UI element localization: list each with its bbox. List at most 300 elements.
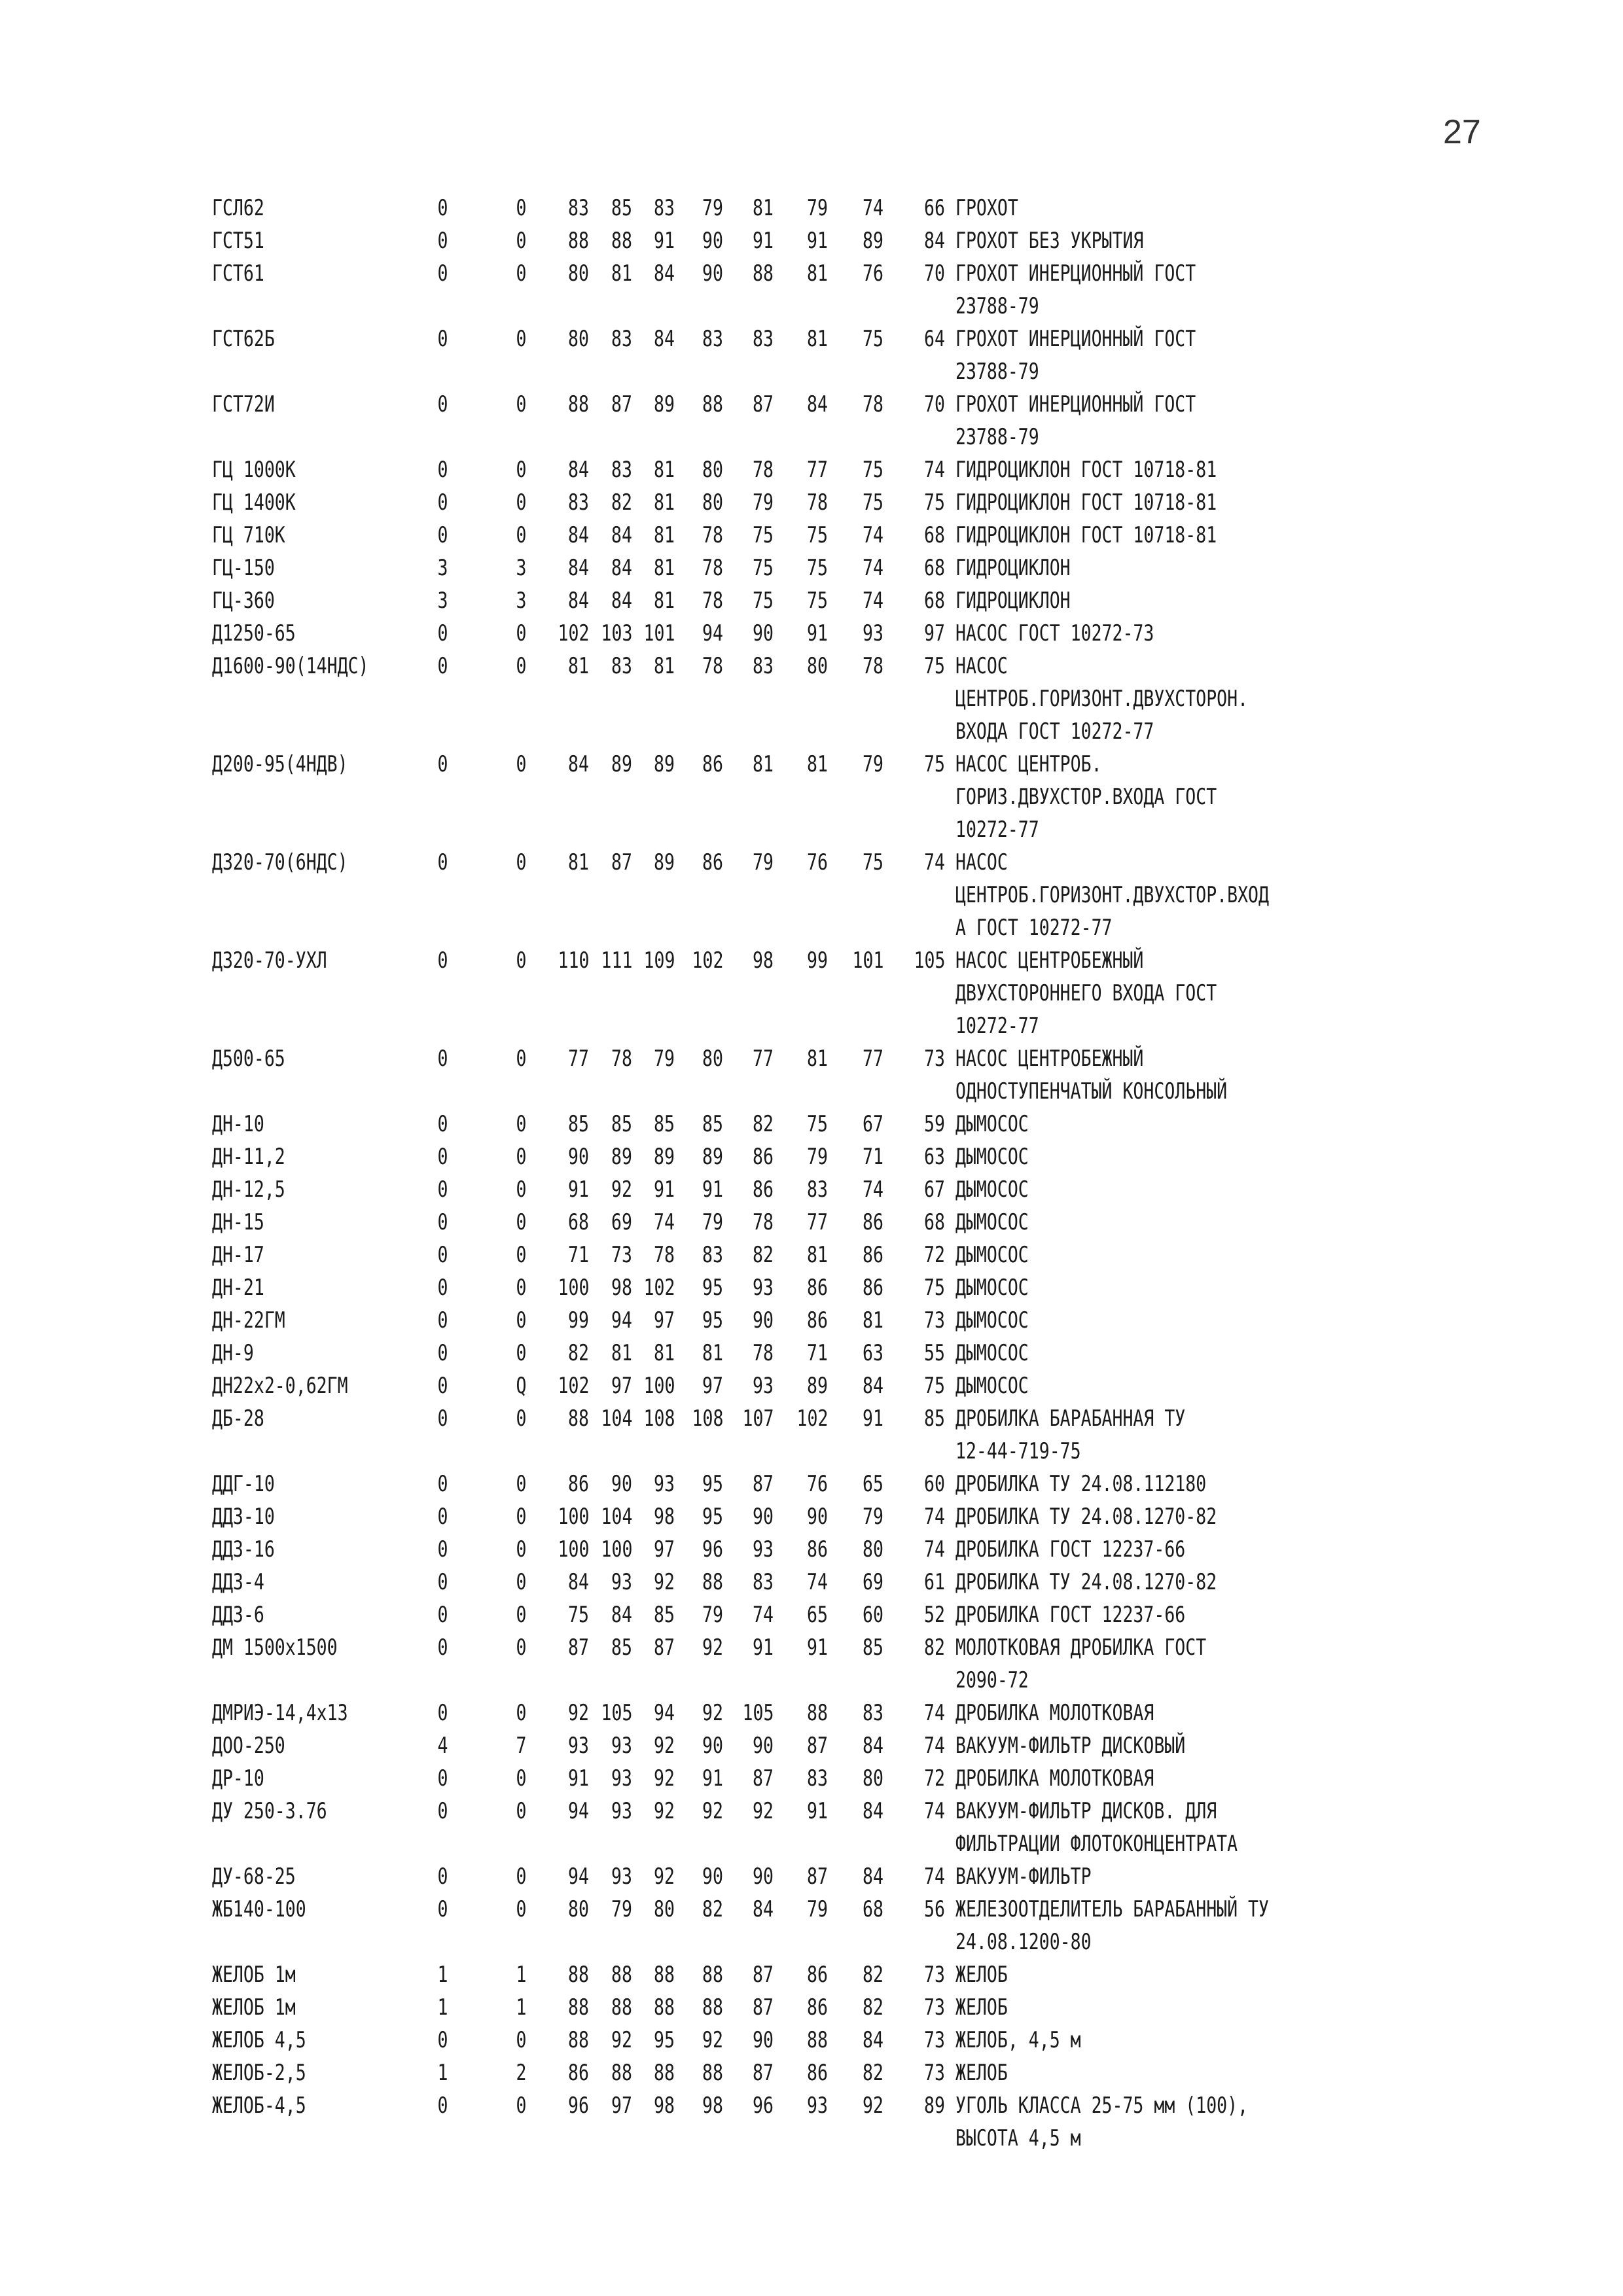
equipment-code: ДДЗ-6: [212, 1602, 264, 1628]
table-row: [0, 1598, 1623, 1631]
value-cell-7: 90: [753, 1733, 774, 1759]
description-line: ДЫМОСОС: [955, 1275, 1029, 1301]
value-cell-3: 85: [568, 1111, 589, 1137]
description-line: ДЫМОСОС: [955, 1373, 1029, 1399]
value-cell-3: 83: [568, 489, 589, 516]
value-cell-2: 0: [516, 1798, 526, 1824]
table-row: [0, 2057, 1623, 2089]
value-cell-2: 3: [516, 588, 526, 614]
equipment-description: [955, 552, 1103, 584]
value-cell-3: 91: [568, 1765, 589, 1792]
table-row: [0, 748, 1623, 846]
value-cell-6: 89: [702, 1144, 723, 1170]
value-cell-3: 100: [558, 1275, 589, 1301]
value-cell-10: 74: [924, 1863, 945, 1890]
value-cell-9: 86: [863, 1209, 883, 1235]
value-cell-6: 95: [702, 1275, 723, 1301]
value-cell-4: 88: [611, 1962, 632, 1988]
value-cell-5: 93: [654, 1471, 675, 1497]
value-cell-9: 91: [863, 1405, 883, 1432]
value-cell-9: 79: [863, 751, 883, 777]
value-cell-8: 76: [807, 849, 828, 875]
value-cell-3: 93: [568, 1733, 589, 1759]
value-cell-10: 68: [924, 1209, 945, 1235]
value-cell-7: 84: [753, 1896, 774, 1922]
value-cell-2: 0: [516, 1863, 526, 1890]
value-cell-3: 88: [568, 228, 589, 254]
value-cell-2: 0: [516, 457, 526, 483]
equipment-description: [955, 1402, 1250, 1468]
value-cell-8: 75: [807, 588, 828, 614]
value-cell-1: 0: [437, 1176, 448, 1203]
value-cell-2: 0: [516, 653, 526, 679]
value-cell-1: 3: [437, 555, 448, 581]
table-row: [0, 1533, 1623, 1566]
table-row: [0, 224, 1623, 257]
description-line: ДЫМОСОС: [955, 1242, 1029, 1268]
value-cell-10: 73: [924, 1962, 945, 1988]
value-cell-7: 87: [753, 1962, 774, 1988]
value-cell-3: 84: [568, 555, 589, 581]
value-cell-6: 95: [702, 1471, 723, 1497]
description-line: ДРОБИЛКА ТУ 24.08.112180: [955, 1471, 1207, 1497]
equipment-description: [955, 1631, 1277, 1697]
equipment-code: ДДЗ-16: [212, 1536, 275, 1563]
table-row: [0, 1697, 1623, 1729]
value-cell-7: 87: [753, 2060, 774, 2086]
value-cell-3: 84: [568, 1569, 589, 1595]
value-cell-4: 87: [611, 849, 632, 875]
value-cell-3: 102: [558, 620, 589, 646]
value-cell-1: 0: [437, 751, 448, 777]
equipment-code: ДН-11,2: [212, 1144, 285, 1170]
value-cell-1: 0: [437, 195, 448, 221]
value-cell-7: 90: [753, 1307, 774, 1333]
value-cell-3: 110: [558, 947, 589, 974]
description-line: ЦЕНТРОБ.ГОРИЗОНТ.ДВУХСТОРОН.: [955, 686, 1249, 712]
equipment-code: ДН-21: [212, 1275, 264, 1301]
value-cell-5: 92: [654, 1798, 675, 1824]
value-cell-2: 2: [516, 2060, 526, 2086]
value-cell-6: 90: [702, 228, 723, 254]
description-line: ФИЛЬТРАЦИИ ФЛОТОКОНЦЕНТРАТА: [955, 1831, 1238, 1857]
value-cell-2: 1: [516, 1962, 526, 1988]
value-cell-6: 91: [702, 1176, 723, 1203]
table-row: [0, 486, 1623, 519]
value-cell-4: 81: [611, 1340, 632, 1366]
description-line: ВЫСОТА 4,5 м: [955, 2125, 1081, 2151]
value-cell-5: 102: [643, 1275, 675, 1301]
value-cell-8: 91: [807, 620, 828, 646]
value-cell-2: 0: [516, 228, 526, 254]
equipment-code: ГСЛ62: [212, 195, 264, 221]
description-line: 24.08.1200-80: [955, 1929, 1092, 1955]
equipment-description: [955, 1042, 1304, 1108]
value-cell-8: 76: [807, 1471, 828, 1497]
value-cell-3: 86: [568, 1471, 589, 1497]
value-cell-2: 0: [516, 326, 526, 352]
value-cell-7: 82: [753, 1111, 774, 1137]
description-line: ГИДРОЦИКЛОН ГОСТ 10718-81: [955, 457, 1217, 483]
value-cell-7: 107: [742, 1405, 774, 1432]
description-line: ОДНОСТУПЕНЧАТЫЙ КОНСОЛЬНЫЙ: [955, 1078, 1228, 1104]
value-cell-3: 68: [568, 1209, 589, 1235]
value-cell-4: 85: [611, 1634, 632, 1661]
description-line: А ГОСТ 10272-77: [955, 915, 1113, 941]
value-cell-6: 88: [702, 2060, 723, 2086]
value-cell-3: 80: [568, 326, 589, 352]
value-cell-4: 93: [611, 1798, 632, 1824]
value-cell-9: 85: [863, 1634, 883, 1661]
value-cell-8: 65: [807, 1602, 828, 1628]
value-cell-3: 71: [568, 1242, 589, 1268]
equipment-description: [955, 1140, 1049, 1173]
equipment-code: ДУ-68-25: [212, 1863, 296, 1890]
description-line: 2090-72: [955, 1667, 1029, 1693]
table-row: [0, 944, 1623, 1042]
value-cell-10: 59: [924, 1111, 945, 1137]
value-cell-9: 92: [863, 2093, 883, 2119]
value-cell-8: 81: [807, 1046, 828, 1072]
value-cell-7: 91: [753, 1634, 774, 1661]
description-line: 23788-79: [955, 359, 1039, 385]
value-cell-10: 61: [924, 1569, 945, 1595]
value-cell-2: 0: [516, 1765, 526, 1792]
table-row: [0, 2024, 1623, 2057]
equipment-description: [955, 323, 1264, 388]
table-row: [0, 1500, 1623, 1533]
value-cell-2: 0: [516, 1340, 526, 1366]
value-cell-2: Q: [516, 1373, 526, 1399]
value-cell-8: 83: [807, 1176, 828, 1203]
value-cell-5: 81: [654, 522, 675, 548]
equipment-description: [955, 1893, 1357, 1958]
table-row: [0, 1762, 1623, 1795]
value-cell-9: 75: [863, 489, 883, 516]
value-cell-4: 105: [601, 1700, 632, 1726]
value-cell-7: 98: [753, 947, 774, 974]
value-cell-8: 90: [807, 1504, 828, 1530]
equipment-code: ДДЗ-4: [212, 1569, 264, 1595]
value-cell-7: 83: [753, 326, 774, 352]
value-cell-4: 94: [611, 1307, 632, 1333]
value-cell-10: 74: [924, 1504, 945, 1530]
value-cell-4: 78: [611, 1046, 632, 1072]
equipment-description: [955, 584, 1103, 617]
value-cell-1: 0: [437, 1700, 448, 1726]
value-cell-7: 86: [753, 1176, 774, 1203]
value-cell-3: 88: [568, 1405, 589, 1432]
value-cell-7: 81: [753, 751, 774, 777]
value-cell-1: 0: [437, 2093, 448, 2119]
value-cell-2: 0: [516, 2093, 526, 2119]
value-cell-6: 83: [702, 1242, 723, 1268]
value-cell-5: 92: [654, 1733, 675, 1759]
equipment-code: ЖЕЛОБ 4,5: [212, 2027, 306, 2053]
value-cell-10: 73: [924, 2027, 945, 2053]
value-cell-5: 101: [643, 620, 675, 646]
value-cell-1: 0: [437, 2027, 448, 2053]
table-row: [0, 1173, 1623, 1206]
equipment-description: [955, 1598, 1250, 1631]
description-line: НАСОС ГОСТ 10272-73: [955, 620, 1154, 646]
value-cell-8: 87: [807, 1733, 828, 1759]
table-row: [0, 1795, 1623, 1860]
value-cell-4: 93: [611, 1569, 632, 1595]
value-cell-1: 0: [437, 457, 448, 483]
value-cell-5: 92: [654, 1569, 675, 1595]
value-cell-4: 97: [611, 2093, 632, 2119]
value-cell-4: 97: [611, 1373, 632, 1399]
value-cell-9: 78: [863, 391, 883, 417]
value-cell-4: 85: [611, 195, 632, 221]
description-line: ДЫМОСОС: [955, 1209, 1029, 1235]
value-cell-3: 81: [568, 653, 589, 679]
value-cell-4: 87: [611, 391, 632, 417]
table-row: [0, 1991, 1623, 2024]
value-cell-4: 84: [611, 555, 632, 581]
value-cell-1: 0: [437, 228, 448, 254]
value-cell-9: 74: [863, 555, 883, 581]
value-cell-10: 75: [924, 653, 945, 679]
value-cell-2: 7: [516, 1733, 526, 1759]
value-cell-1: 0: [437, 620, 448, 646]
value-cell-1: 4: [437, 1733, 448, 1759]
value-cell-2: 0: [516, 620, 526, 646]
value-cell-1: 0: [437, 1209, 448, 1235]
value-cell-9: 84: [863, 1798, 883, 1824]
value-cell-6: 98: [702, 2093, 723, 2119]
value-cell-9: 86: [863, 1275, 883, 1301]
equipment-description: [955, 1173, 1049, 1206]
value-cell-1: 1: [437, 1994, 448, 2021]
description-line: ЦЕНТРОБ.ГОРИЗОНТ.ДВУХСТОР.ВХОД: [955, 882, 1269, 908]
value-cell-6: 92: [702, 2027, 723, 2053]
equipment-code: ДБ-28: [212, 1405, 264, 1432]
value-cell-2: 0: [516, 1405, 526, 1432]
value-cell-4: 88: [611, 2060, 632, 2086]
value-cell-1: 3: [437, 588, 448, 614]
value-cell-7: 93: [753, 1373, 774, 1399]
value-cell-7: 92: [753, 1798, 774, 1824]
value-cell-8: 88: [807, 1700, 828, 1726]
value-cell-10: 85: [924, 1405, 945, 1432]
value-cell-2: 0: [516, 391, 526, 417]
value-cell-8: 80: [807, 653, 828, 679]
equipment-code: ДН22х2-0,62ГМ: [212, 1373, 348, 1399]
description-line: УГОЛЬ КЛАССА 25-75 мм (100),: [955, 2093, 1249, 2119]
description-line: ДЫМОСОС: [955, 1340, 1029, 1366]
value-cell-3: 88: [568, 391, 589, 417]
page-number: 27: [1443, 113, 1481, 151]
value-cell-9: 81: [863, 1307, 883, 1333]
value-cell-1: 0: [437, 1504, 448, 1530]
value-cell-2: 0: [516, 1634, 526, 1661]
value-cell-7: 77: [753, 1046, 774, 1072]
value-cell-1: 0: [437, 1275, 448, 1301]
equipment-code: Д200-95(4НДВ): [212, 751, 348, 777]
description-line: ВАКУУМ-ФИЛЬТР ДИСКОВЫЙ: [955, 1733, 1186, 1759]
equipment-description: [955, 1566, 1291, 1598]
value-cell-8: 86: [807, 1994, 828, 2021]
value-cell-7: 83: [753, 1569, 774, 1595]
value-cell-2: 0: [516, 1700, 526, 1726]
value-cell-6: 91: [702, 1765, 723, 1792]
value-cell-8: 86: [807, 1962, 828, 1988]
value-cell-6: 90: [702, 1733, 723, 1759]
value-cell-4: 73: [611, 1242, 632, 1268]
value-cell-9: 76: [863, 260, 883, 287]
value-cell-6: 78: [702, 555, 723, 581]
value-cell-5: 88: [654, 1994, 675, 2021]
value-cell-9: 74: [863, 522, 883, 548]
value-cell-3: 87: [568, 1634, 589, 1661]
table-row: [0, 1729, 1623, 1762]
value-cell-4: 98: [611, 1275, 632, 1301]
value-cell-7: 90: [753, 2027, 774, 2053]
equipment-description: [955, 1468, 1277, 1500]
value-cell-8: 79: [807, 1896, 828, 1922]
value-cell-2: 0: [516, 1176, 526, 1203]
value-cell-6: 86: [702, 751, 723, 777]
value-cell-3: 88: [568, 1962, 589, 1988]
value-cell-10: 75: [924, 1275, 945, 1301]
equipment-description: [955, 1860, 1130, 1893]
value-cell-5: 78: [654, 1242, 675, 1268]
description-line: 12-44-719-75: [955, 1438, 1081, 1464]
description-line: ДРОБИЛКА БАРАБАННАЯ ТУ: [955, 1405, 1186, 1432]
value-cell-2: 0: [516, 2027, 526, 2053]
value-cell-6: 90: [702, 1863, 723, 1890]
value-cell-1: 0: [437, 1765, 448, 1792]
value-cell-5: 87: [654, 1634, 675, 1661]
value-cell-2: 0: [516, 1046, 526, 1072]
equipment-code: Д1250-65: [212, 620, 296, 646]
value-cell-2: 0: [516, 751, 526, 777]
value-cell-7: 90: [753, 1504, 774, 1530]
value-cell-10: 74: [924, 1733, 945, 1759]
value-cell-8: 91: [807, 228, 828, 254]
value-cell-4: 104: [601, 1504, 632, 1530]
value-cell-4: 93: [611, 1863, 632, 1890]
value-cell-8: 88: [807, 2027, 828, 2053]
equipment-description: [955, 1271, 1049, 1304]
value-cell-6: 81: [702, 1340, 723, 1366]
value-cell-8: 91: [807, 1634, 828, 1661]
value-cell-4: 88: [611, 228, 632, 254]
value-cell-1: 0: [437, 260, 448, 287]
value-cell-2: 0: [516, 1602, 526, 1628]
table-row: [0, 1042, 1623, 1108]
value-cell-10: 72: [924, 1765, 945, 1792]
table-row: [0, 552, 1623, 584]
table-row: [0, 1206, 1623, 1239]
value-cell-9: 84: [863, 1733, 883, 1759]
value-cell-9: 67: [863, 1111, 883, 1137]
description-line: 10272-77: [955, 1013, 1039, 1039]
value-cell-5: 84: [654, 326, 675, 352]
value-cell-7: 82: [753, 1242, 774, 1268]
value-cell-6: 88: [702, 391, 723, 417]
value-cell-10: 68: [924, 588, 945, 614]
value-cell-8: 91: [807, 1798, 828, 1824]
value-cell-10: 75: [924, 1373, 945, 1399]
description-line: НАСОС ЦЕНТРОБЕЖНЫЙ: [955, 947, 1144, 974]
value-cell-9: 75: [863, 457, 883, 483]
value-cell-8: 78: [807, 489, 828, 516]
value-cell-10: 70: [924, 391, 945, 417]
value-cell-5: 98: [654, 1504, 675, 1530]
value-cell-2: 0: [516, 1209, 526, 1235]
value-cell-7: 83: [753, 653, 774, 679]
value-cell-1: 0: [437, 653, 448, 679]
equipment-description: [955, 1337, 1049, 1369]
equipment-description: [955, 748, 1291, 846]
value-cell-10: 75: [924, 751, 945, 777]
value-cell-5: 81: [654, 555, 675, 581]
value-cell-9: 78: [863, 653, 883, 679]
value-cell-8: 81: [807, 260, 828, 287]
value-cell-10: 82: [924, 1634, 945, 1661]
description-line: ВХОДА ГОСТ 10272-77: [955, 718, 1154, 745]
value-cell-6: 92: [702, 1700, 723, 1726]
value-cell-6: 90: [702, 260, 723, 287]
value-cell-3: 96: [568, 2093, 589, 2119]
value-cell-8: 81: [807, 1242, 828, 1268]
value-cell-3: 100: [558, 1504, 589, 1530]
value-cell-6: 78: [702, 653, 723, 679]
value-cell-3: 91: [568, 1176, 589, 1203]
value-cell-6: 92: [702, 1634, 723, 1661]
value-cell-4: 85: [611, 1111, 632, 1137]
equipment-code: ЖЕЛОБ 1м: [212, 1994, 296, 2021]
value-cell-10: 73: [924, 1994, 945, 2021]
value-cell-10: 74: [924, 457, 945, 483]
value-cell-5: 85: [654, 1602, 675, 1628]
value-cell-9: 65: [863, 1471, 883, 1497]
equipment-description: [955, 192, 1036, 224]
value-cell-10: 105: [914, 947, 945, 974]
table-row: [0, 1304, 1623, 1337]
equipment-description: [955, 1991, 1022, 2024]
value-cell-10: 55: [924, 1340, 945, 1366]
value-cell-2: 0: [516, 947, 526, 974]
value-cell-2: 0: [516, 522, 526, 548]
description-line: НАСОС: [955, 653, 1008, 679]
value-cell-5: 83: [654, 195, 675, 221]
value-cell-1: 0: [437, 1569, 448, 1595]
value-cell-4: 84: [611, 1602, 632, 1628]
description-line: ГРОХОТ ИНЕРЦИОННЫЙ ГОСТ: [955, 326, 1196, 352]
value-cell-4: 79: [611, 1896, 632, 1922]
value-cell-1: 0: [437, 1536, 448, 1563]
value-cell-10: 73: [924, 1046, 945, 1072]
value-cell-8: 83: [807, 1765, 828, 1792]
value-cell-4: 83: [611, 326, 632, 352]
description-line: НАСОС ЦЕНТРОБ.: [955, 751, 1102, 777]
value-cell-3: 80: [568, 1896, 589, 1922]
equipment-code: ЖЕЛОБ-2,5: [212, 2060, 306, 2086]
value-cell-5: 88: [654, 1962, 675, 1988]
value-cell-5: 91: [654, 1176, 675, 1203]
value-cell-8: 79: [807, 1144, 828, 1170]
equipment-description: [955, 944, 1291, 1042]
value-cell-6: 88: [702, 1994, 723, 2021]
equipment-description: [955, 2024, 1116, 2057]
description-line: ДЫМОСОС: [955, 1307, 1029, 1333]
value-cell-2: 0: [516, 1307, 526, 1333]
value-cell-1: 1: [437, 1962, 448, 1988]
